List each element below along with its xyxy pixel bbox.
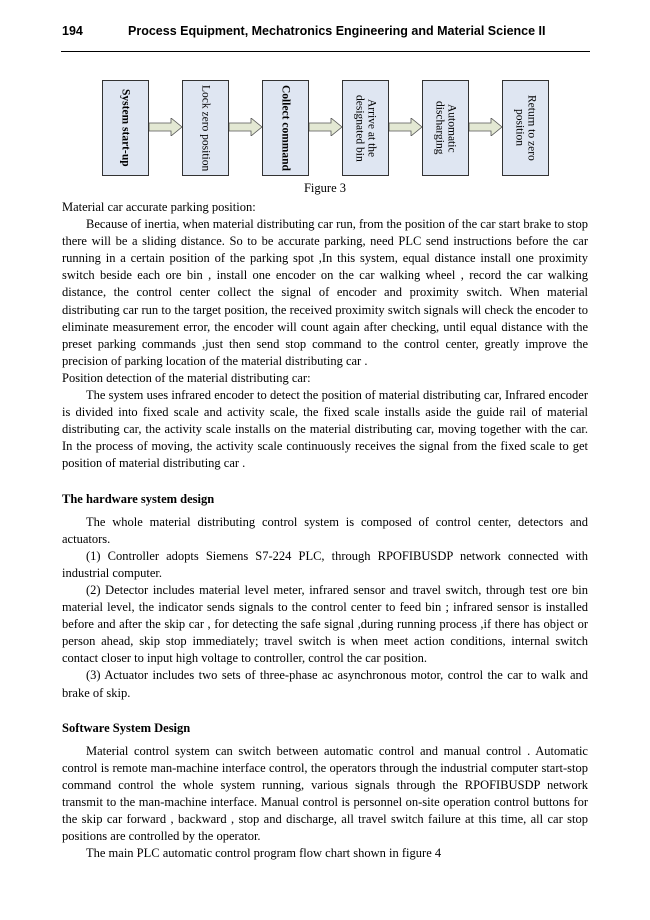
hardware-heading: The hardware system design — [62, 491, 215, 506]
flow-arrow — [149, 118, 182, 136]
flow-arrow — [389, 118, 422, 136]
figure-caption: Figure 3 — [303, 181, 346, 195]
software-heading: Software System Design — [62, 720, 191, 735]
page-header — [62, 24, 590, 44]
flow-arrow — [469, 118, 502, 136]
position-paragraph: The system uses infrared encoder to detect the position of material distributing car, Infrared encoder is divided into fixed scale and activity scale, the fixed scale installs aside the guide rail of material distributing car, the activity scale installs on the material distributing car, moving together with the car. In the process of moving, the activity scale continuously receives the signal from the fixed scale to get position of material distributing car . — [62, 388, 588, 471]
flow-step-automatic-discharging: Automatic discharging — [422, 80, 469, 176]
parking-paragraph: Because of inertia, when material distributing car run, from the position of the car start brake to stop there will be a sliding distance. So to be accurate parking, need PLC send instructions before the car running in a certain position of the parking spot ,In this system, equal distance install one proximity switch beside each ore bin , install one encoder on the car walking wheel , record the car walking distance, the control center collect the signal of encoder and proximity switch. When material distributing car run to the target position, the received proximity switch signals will check the encoder to eliminate measurement error, the encoder will count again after checking, until equal distance with the preset parking commands ,just then send stop command to the control center, greatly improve the precision of parking location of the material distributing car . — [62, 217, 588, 368]
hardware-item-1: (1) Controller adopts Siemens S7-224 PLC, through RPOFIBUSDP network connected with industrial computer. — [62, 548, 588, 580]
flow-step-return-to-zero: Return to zero position — [502, 80, 549, 176]
parking-label: Material car accurate parking position: — [62, 200, 256, 214]
hardware-intro: The whole material distributing control system is composed of control center, detectors and actuators. — [62, 514, 588, 546]
position-label: Position detection of the material distributing car: — [62, 370, 311, 385]
figure-3-flowchart — [102, 80, 578, 178]
flow-arrow — [229, 118, 262, 136]
flow-arrow — [309, 118, 342, 136]
flow-step-arrive-at-bin: Arrive at the designated bin — [342, 80, 389, 176]
software-last-line: The main PLC automatic control program flow chart shown in figure 4 — [86, 846, 442, 861]
book-title: Process Equipment, Mechatronics Engineering and Material Science II — [128, 24, 546, 38]
flow-step-collect-command: Collect command — [262, 80, 309, 176]
flow-step-lock-zero-position: Lock zero position — [182, 80, 229, 176]
flow-step-system-start-up: System start-up — [102, 80, 149, 176]
header-rule — [61, 51, 590, 52]
page-number: 194 — [62, 24, 83, 38]
hardware-item-3: (3) Actuator includes two sets of three-phase ac asynchronous motor, control the car to walk and brake of skip. — [62, 668, 588, 700]
body-text — [62, 199, 588, 862]
hardware-item-2: (2) Detector includes material level meter, infrared sensor and travel switch, through test ore bin material level, the indicator sends signals to the control center to feed bin ; infrared sensor is installed before and after the skip car , for detecting the safe signal ,during running process ,if there has object or person ahead, skip stop immediately; travel switch is when meet action conditions, internal switch contact closer to input high voltage to controller, control the car position. — [62, 582, 588, 666]
software-paragraph: Material control system can switch between automatic control and manual control . Automatic control is remote man-machine interface control, the operators through the industrial computer start-stop command control the whole system running, various signals through the RPOFIBUSDP network transmit to the man-machine interface. Manual control is personnel on-site operation control buttons for the skip car forward , backward , stop and discharge, all travel switch failure at this time, all car stop positions are controlled by the operator. — [62, 743, 588, 844]
